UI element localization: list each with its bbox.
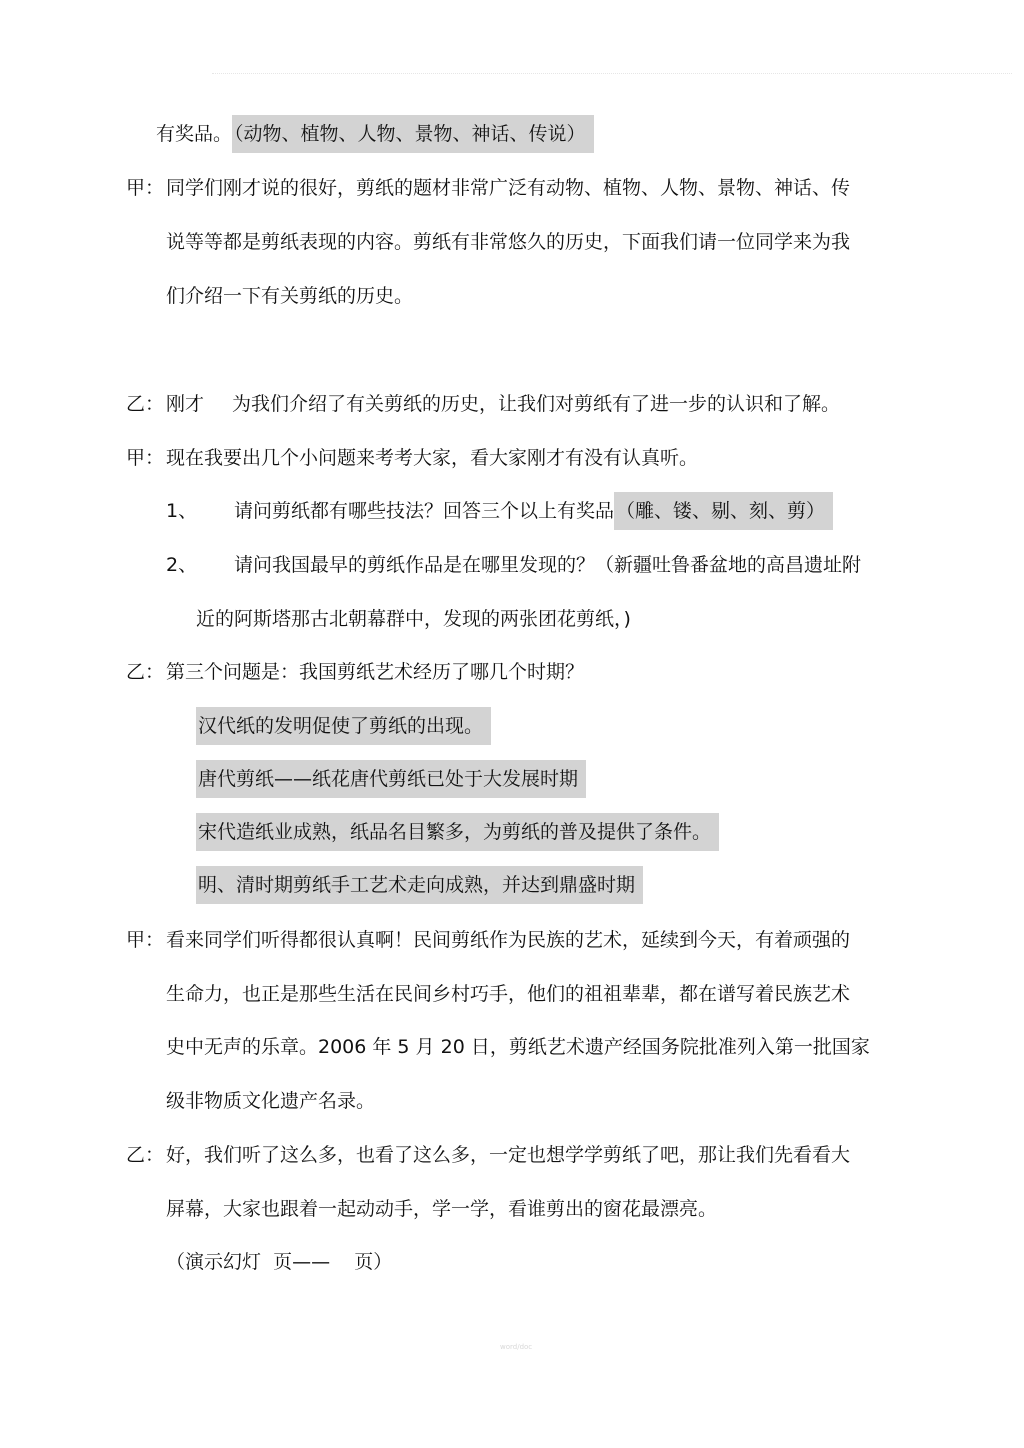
highlight-answer: 宋代造纸业成熟，纸品名目繁多，为剪纸的普及提供了条件。 — [196, 813, 719, 851]
speaker-label: 乙： — [126, 393, 165, 415]
line-yi-3 — [126, 1141, 850, 1169]
text: 为我们介绍了有关剪纸的历史，让我们对剪纸有了进一步的认识和了解。 — [232, 393, 841, 415]
line-yi-1 — [126, 390, 840, 418]
line-jia-2 — [126, 444, 698, 472]
highlight-answer: 唐代剪纸——纸花唐代剪纸已处于大发展时期 — [196, 760, 586, 798]
text: 看来同学们听得都很认真啊！民间剪纸作为民族的艺术，延续到今天，有着顽强的 — [166, 929, 851, 951]
text: 好，我们听了这么多，也看了这么多，一定也想学学剪纸了吧，那让我们先看看大 — [166, 1144, 851, 1166]
line-cont-3: 生命力，也正是那些生活在民间乡村巧手，他们的祖祖辈辈，都在谱写着民族艺术 — [166, 983, 851, 1005]
text: 有奖品。 — [156, 123, 233, 145]
line-cont-4: 史中无声的乐章。2006 年 5 月 20 日，剪纸艺术遗产经国务院批准列入第一批国家 — [166, 1036, 870, 1058]
period-2 — [196, 765, 586, 793]
question-number: 2、 — [166, 554, 198, 576]
speaker-label: 乙： — [126, 661, 165, 683]
period-4 — [196, 871, 643, 899]
footer-watermark: word/doc — [500, 1343, 533, 1351]
line-jia-3 — [126, 926, 850, 954]
header-rule — [212, 73, 1012, 74]
speaker-label: 甲： — [126, 929, 165, 951]
text: 请问剪纸都有哪些技法？回答三个以上有奖品 — [234, 500, 615, 522]
text: 第三个问题是：我国剪纸艺术经历了哪几个时期？ — [166, 661, 585, 683]
slide-note: （演示幻灯 页—— 页） — [166, 1251, 393, 1273]
question-2-cont: 近的阿斯塔那古北朝幕群中，发现的两张团花剪纸，) — [196, 608, 631, 630]
text: 现在我要出几个小问题来考考大家，看大家刚才有没有认真听。 — [166, 447, 699, 469]
line-cont-5: 级非物质文化遗产名录。 — [166, 1090, 376, 1112]
question-number: 1、 — [166, 500, 198, 522]
period-3 — [196, 818, 719, 846]
line-cont-2: 们介绍一下有关剪纸的历史。 — [166, 285, 414, 307]
period-1 — [196, 712, 491, 740]
highlight-answer: 明、清时期剪纸手工艺术走向成熟，并达到鼎盛时期 — [196, 866, 643, 904]
text: 同学们刚才说的很好，剪纸的题材非常广泛有动物、植物、人物、景物、神话、传 — [166, 177, 851, 199]
line-yi-2 — [126, 658, 584, 686]
question-1 — [166, 497, 833, 525]
speaker-label: 乙： — [126, 1144, 165, 1166]
speaker-label: 甲： — [126, 447, 165, 469]
line-jia-1 — [126, 174, 850, 202]
highlight-answer: （动物、植物、人物、景物、神话、传说） — [232, 115, 594, 153]
text: 刚才 — [166, 393, 205, 415]
line-prize — [156, 120, 594, 148]
line-cont-1: 说等等都是剪纸表现的内容。剪纸有非常悠久的历史，下面我们请一位同学来为我 — [166, 231, 851, 253]
question-2 — [166, 551, 861, 579]
speaker-label: 甲： — [126, 177, 165, 199]
highlight-answer: （雕、镂、剔、刻、剪） — [614, 492, 833, 530]
line-cont-6: 屏幕，大家也跟着一起动动手，学一学，看谁剪出的窗花最漂亮。 — [166, 1198, 718, 1220]
text: 请问我国最早的剪纸作品是在哪里发现的？（新疆吐鲁番盆地的高昌遗址附 — [234, 554, 862, 576]
highlight-answer: 汉代纸的发明促使了剪纸的出现。 — [196, 707, 491, 745]
